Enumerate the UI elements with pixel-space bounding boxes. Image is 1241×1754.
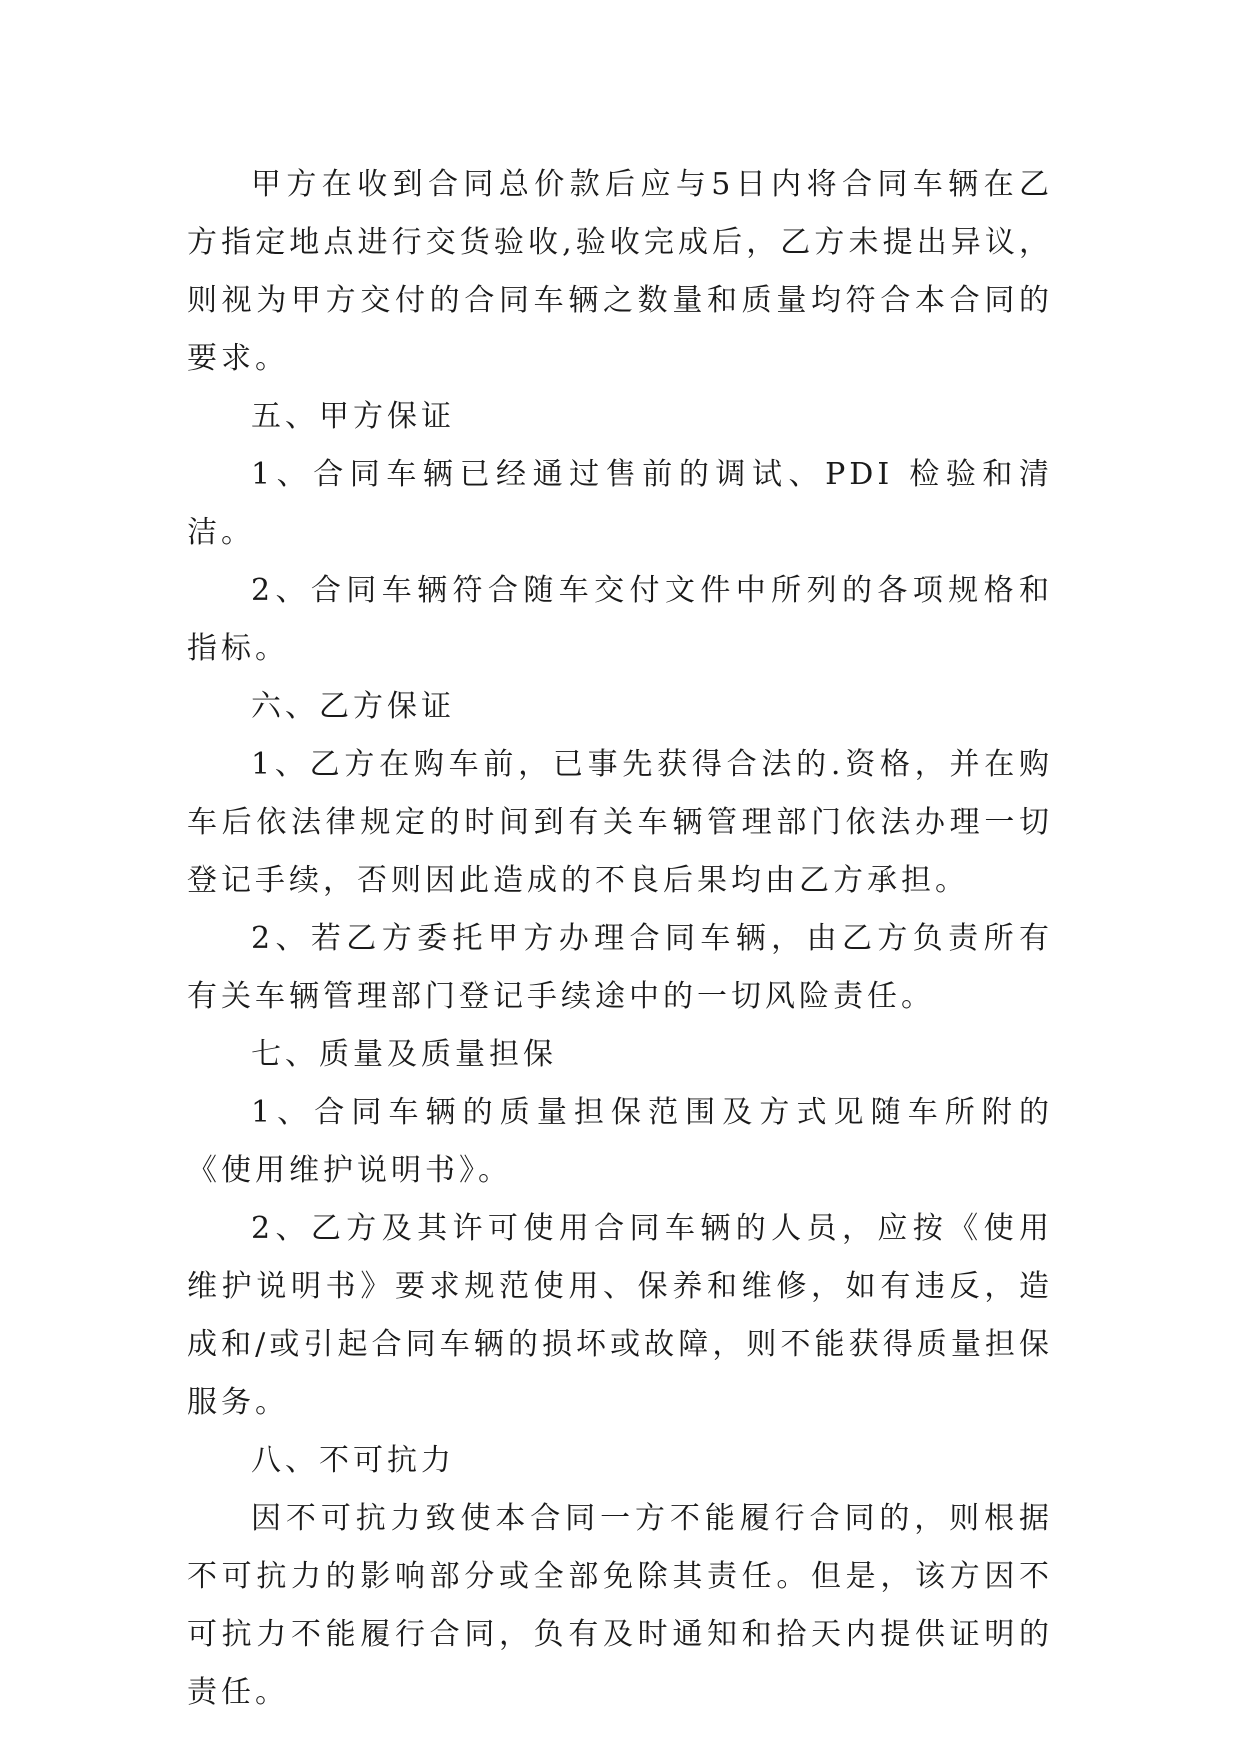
clause-party-a-2: 2、合同车辆符合随车交付文件中所列的各项规格和指标。 xyxy=(187,573,1053,666)
paragraph-force-majeure: 因不可抗力致使本合同一方不能履行合同的，则根据不可抗力的影响部分或全部免除其责任。但是，该方因不可抗力不能履行合同，负有及时通知和拾天内提供证明的责任。 xyxy=(187,1501,1053,1710)
heading-party-a-guarantee: 五、甲方保证 xyxy=(251,399,455,434)
clause-party-b-1: 1、乙方在购车前，已事先获得合法的.资格，并在购车后依法律规定的时间到有关车辆管理部门依法办理一切登记手续，否则因此造成的不良后果均由乙方承担。 xyxy=(187,747,1053,898)
document-body xyxy=(187,156,1053,1722)
paragraph-delivery-acceptance: 甲方在收到合同总价款后应与5日内将合同车辆在乙方指定地点进行交货验收,验收完成后，乙方未提出异议，则视为甲方交付的合同车辆之数量和质量均符合本合同的要求。 xyxy=(187,167,1053,376)
clause-quality-1: 1、合同车辆的质量担保范围及方式见随车所附的《使用维护说明书》。 xyxy=(187,1095,1053,1188)
clause-quality-2: 2、乙方及其许可使用合同车辆的人员，应按《使用维护说明书》要求规范使用、保养和维修，如有违反，造成和/或引起合同车辆的损坏或故障，则不能获得质量担保服务。 xyxy=(187,1211,1053,1420)
clause-party-b-2: 2、若乙方委托甲方办理合同车辆，由乙方负责所有有关车辆管理部门登记手续途中的一切风险责任。 xyxy=(187,921,1053,1014)
heading-party-b-guarantee: 六、乙方保证 xyxy=(251,689,455,724)
heading-quality-guarantee: 七、质量及质量担保 xyxy=(251,1037,557,1072)
heading-force-majeure: 八、不可抗力 xyxy=(251,1443,455,1478)
clause-party-a-1: 1、合同车辆已经通过售前的调试、PDI 检验和清洁。 xyxy=(187,457,1053,550)
